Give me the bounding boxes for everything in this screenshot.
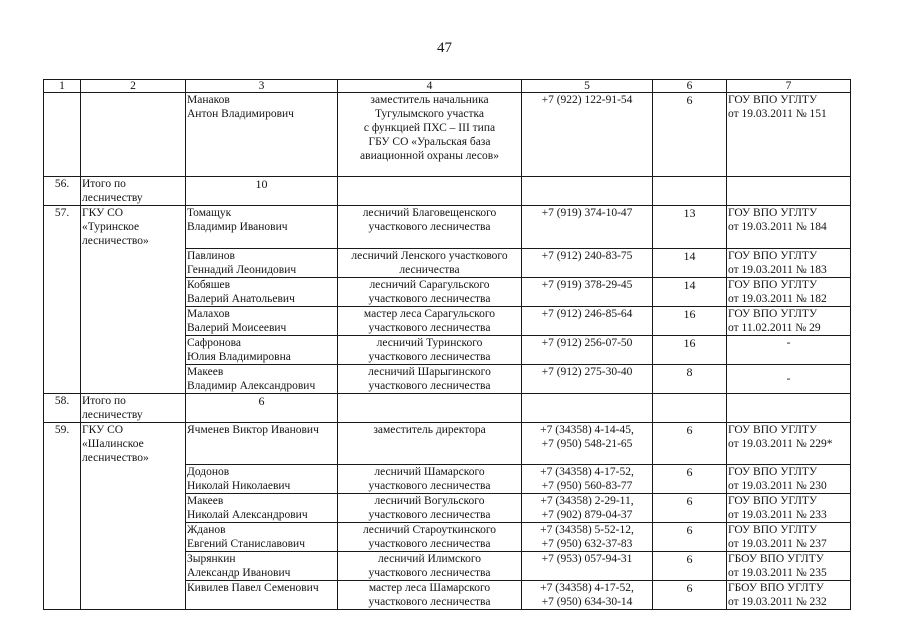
cell-org (81, 552, 186, 581)
table-row (44, 465, 851, 494)
header-row (44, 80, 851, 93)
cell-org (81, 581, 186, 610)
cell-phone: +7 (912) 256-07-50 (522, 335, 653, 364)
cell-num (44, 364, 81, 393)
cell-education: ГОУ ВПО УГЛТУ от 19.03.2011 № 237 (727, 523, 851, 552)
cell-num (44, 523, 81, 552)
table-row (44, 393, 851, 422)
header-cell-6: 6 (653, 80, 727, 93)
cell-education: ГОУ ВПО УГЛТУ от 19.03.2011 № 182 (727, 277, 851, 306)
cell-phone: +7 (919) 378-29-45 (522, 277, 653, 306)
cell-org (81, 364, 186, 393)
cell-org (81, 277, 186, 306)
table-row (44, 206, 851, 249)
cell-num (44, 248, 81, 277)
cell-num (44, 552, 81, 581)
header-cell-5: 5 (522, 80, 653, 93)
cell-years: 6 (653, 465, 727, 494)
cell-years: 16 (653, 335, 727, 364)
cell-position: лесничий Сарагульского участкового лесничества (338, 277, 522, 306)
cell-years: 6 (653, 93, 727, 177)
table-row (44, 422, 851, 465)
cell-num (44, 494, 81, 523)
cell-org (81, 494, 186, 523)
cell-position: лесничий Шамарского участкового лесничества (338, 465, 522, 494)
cell-education: ГОУ ВПО УГЛТУ от 19.03.2011 № 184 (727, 206, 851, 249)
header-cell-3: 3 (186, 80, 338, 93)
cell-name: Макеев Владимир Александрович (186, 364, 338, 393)
cell-years: 6 (653, 581, 727, 610)
cell-org: ГКУ СО «Туринское лесничество» (81, 206, 186, 249)
cell-position: лесничий Вогульского участкового лесничества (338, 494, 522, 523)
cell-position: заместитель директора (338, 422, 522, 465)
header-cell-7: 7 (727, 80, 851, 93)
cell-years: 13 (653, 206, 727, 249)
cell-education: ГОУ ВПО УГЛТУ от 19.03.2011 № 233 (727, 494, 851, 523)
table-row (44, 335, 851, 364)
cell-name: Сафронова Юлия Владимировна (186, 335, 338, 364)
table-row (44, 364, 851, 393)
cell-education: ГОУ ВПО УГЛТУ от 11.02.2011 № 29 (727, 306, 851, 335)
cell-phone: +7 (912) 246-85-64 (522, 306, 653, 335)
table-row (44, 552, 851, 581)
cell-phone: +7 (34358) 4-17-52, +7 (950) 634-30-14 (522, 581, 653, 610)
cell-education: - (727, 335, 851, 364)
cell-position: лесничий Староуткинского участкового лесничества (338, 523, 522, 552)
cell-phone: +7 (912) 275-30-40 (522, 364, 653, 393)
cell-empty (653, 393, 727, 422)
cell-years: 6 (653, 552, 727, 581)
cell-num (44, 581, 81, 610)
cell-empty (522, 393, 653, 422)
cell-empty (522, 177, 653, 206)
cell-phone: +7 (34358) 4-14-45, +7 (950) 548-21-65 (522, 422, 653, 465)
cell-education: ГОУ ВПО УГЛТУ от 19.03.2011 № 229* (727, 422, 851, 465)
cell-num (44, 306, 81, 335)
cell-empty (338, 177, 522, 206)
table-row (44, 93, 851, 177)
cell-position: мастер леса Шамарского участкового лесничества (338, 581, 522, 610)
table-row (44, 494, 851, 523)
cell-num: 59. (44, 422, 81, 465)
cell-years: 14 (653, 248, 727, 277)
table-row (44, 277, 851, 306)
cell-empty (653, 177, 727, 206)
cell-phone: +7 (919) 374-10-47 (522, 206, 653, 249)
cell-org (81, 93, 186, 177)
cell-position: лесничий Туринского участкового лесничества (338, 335, 522, 364)
page-number: 47 (437, 40, 452, 56)
cell-num (44, 93, 81, 177)
cell-org: Итого по лесничеству (81, 393, 186, 422)
cell-phone: +7 (922) 122-91-54 (522, 93, 653, 177)
cell-years: 6 (653, 422, 727, 465)
cell-empty (727, 177, 851, 206)
cell-name: Жданов Евгений Станиславович (186, 523, 338, 552)
cell-org (81, 306, 186, 335)
table-row (44, 523, 851, 552)
cell-education: ГБОУ ВПО УГЛТУ от 19.03.2011 № 235 (727, 552, 851, 581)
cell-phone: +7 (34358) 5-52-12, +7 (950) 632-37-83 (522, 523, 653, 552)
cell-name: Макеев Николай Александрович (186, 494, 338, 523)
cell-org (81, 335, 186, 364)
cell-name: Томащук Владимир Иванович (186, 206, 338, 249)
cell-name: Манаков Антон Владимирович (186, 93, 338, 177)
staff-table (43, 79, 851, 610)
cell-empty (727, 393, 851, 422)
header-cell-4: 4 (338, 80, 522, 93)
table-row (44, 248, 851, 277)
cell-name: Кивилев Павел Семенович (186, 581, 338, 610)
cell-position: лесничий Шарыгинского участкового лесничества (338, 364, 522, 393)
cell-education: ГОУ ВПО УГЛТУ от 19.03.2011 № 151 (727, 93, 851, 177)
cell-name: Ячменев Виктор Иванович (186, 422, 338, 465)
cell-total: 6 (186, 393, 338, 422)
cell-phone: +7 (34358) 4-17-52, +7 (950) 560-83-77 (522, 465, 653, 494)
cell-num (44, 335, 81, 364)
cell-phone: +7 (34358) 2-29-11, +7 (902) 879-04-37 (522, 494, 653, 523)
cell-num: 58. (44, 393, 81, 422)
cell-num: 56. (44, 177, 81, 206)
cell-years: 6 (653, 523, 727, 552)
cell-position: лесничий Благовещенского участкового лесничества (338, 206, 522, 249)
cell-education: ГОУ ВПО УГЛТУ от 19.03.2011 № 183 (727, 248, 851, 277)
cell-education: ГБОУ ВПО УГЛТУ от 19.03.2011 № 232 (727, 581, 851, 610)
cell-name: Зырянкин Александр Иванович (186, 552, 338, 581)
table-row (44, 581, 851, 610)
cell-position: заместитель начальника Тугулымского участка с функцией ПХС – III типа ГБУ СО «Уральская база авиационной охраны лесов» (338, 93, 522, 177)
cell-name: Павлинов Геннадий Леонидович (186, 248, 338, 277)
cell-num (44, 277, 81, 306)
cell-phone: +7 (953) 057-94-31 (522, 552, 653, 581)
cell-education: ГОУ ВПО УГЛТУ от 19.03.2011 № 230 (727, 465, 851, 494)
table-row (44, 306, 851, 335)
cell-name: Малахов Валерий Моисеевич (186, 306, 338, 335)
cell-num: 57. (44, 206, 81, 249)
cell-org (81, 465, 186, 494)
cell-org (81, 248, 186, 277)
cell-name: Кобяшев Валерий Анатольевич (186, 277, 338, 306)
cell-num (44, 465, 81, 494)
cell-education: - (727, 364, 851, 393)
cell-years: 8 (653, 364, 727, 393)
table-row (44, 177, 851, 206)
cell-position: лесничий Илимского участкового лесничества (338, 552, 522, 581)
cell-name: Додонов Николай Николаевич (186, 465, 338, 494)
cell-empty (338, 393, 522, 422)
cell-total: 10 (186, 177, 338, 206)
cell-years: 6 (653, 494, 727, 523)
header-cell-1: 1 (44, 80, 81, 93)
cell-years: 16 (653, 306, 727, 335)
cell-org: Итого по лесничеству (81, 177, 186, 206)
cell-position: лесничий Ленского участкового лесничества (338, 248, 522, 277)
cell-phone: +7 (912) 240-83-75 (522, 248, 653, 277)
cell-org: ГКУ СО «Шалинское лесничество» (81, 422, 186, 465)
cell-org (81, 523, 186, 552)
cell-position: мастер леса Сарагульского участкового лесничества (338, 306, 522, 335)
header-cell-2: 2 (81, 80, 186, 93)
cell-years: 14 (653, 277, 727, 306)
